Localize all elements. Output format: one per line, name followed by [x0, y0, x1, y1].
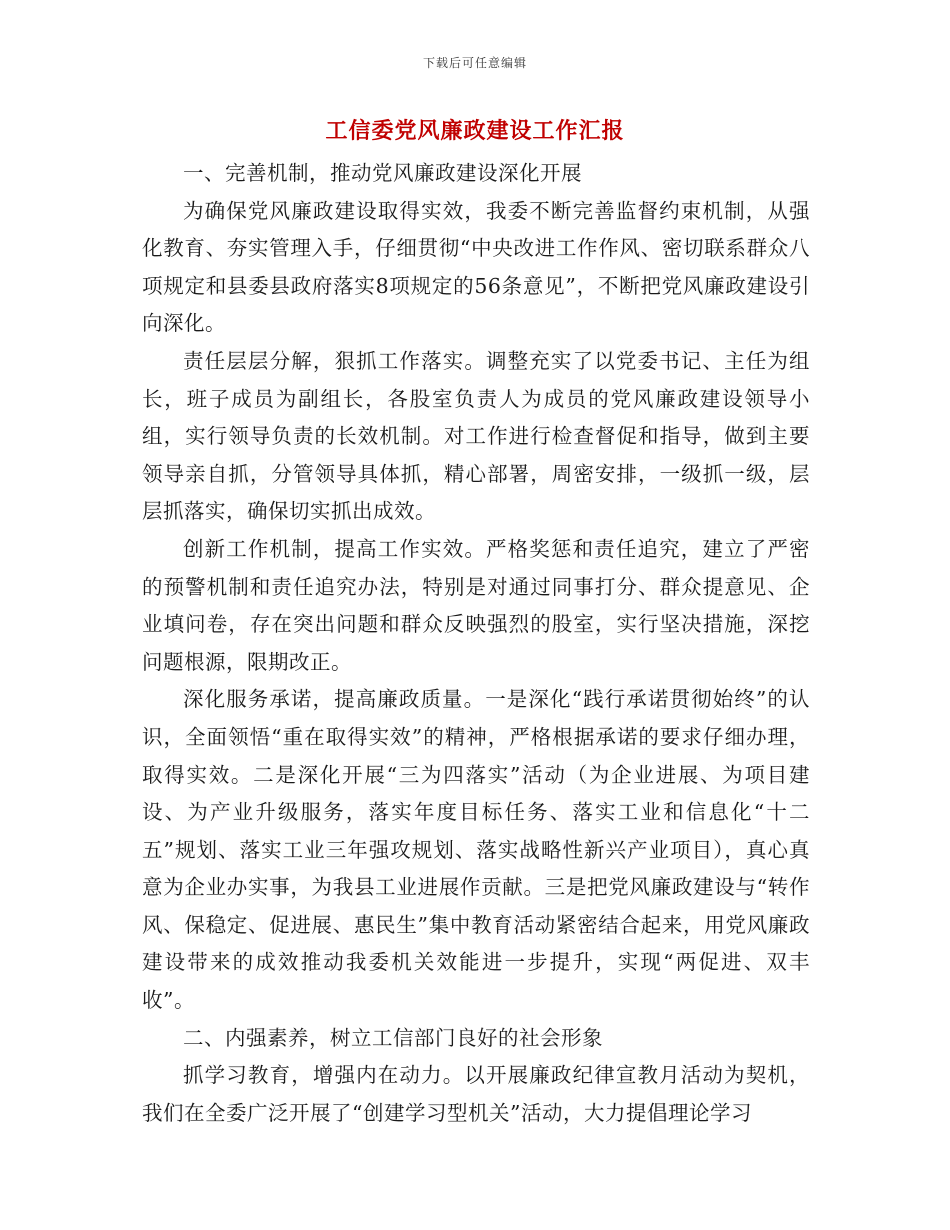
paragraph: 深化服务承诺，提高廉政质量。一是深化“践行承诺贯彻始终”的认识，全面领悟“重在取得实效”的精神，严格根据承诺的要求仔细办理，取得实效。二是深化开展“三为四落实”活动（为企业进展、为项目建设、为产业升级服务，落实年度目标任务、落实工业和信息化“十二五”规划、落实工业三年强攻规划、落实战略性新兴产业项目），真心真意为企业办实事，为我县工业进展作贡献。三是把党风廉政建设与“转作风、保稳定、促进展、惠民生”集中教育活动紧密结合起来，用党风廉政建设带来的成效推动我委机关效能进一步提升，实现“两促进、双丰收”。 [142, 687, 810, 1013]
section-heading-1: 一、完善机制，推动党风廉政建设深化开展 [183, 161, 582, 185]
paragraph: 抓学习教育，增强内在动力。以开展廉政纪律宣教月活动为契机，我们在全委广泛开展了“创建学习型机关”活动，大力提倡理论学习 [142, 1063, 810, 1125]
document-title: 工信委党风廉政建设工作汇报 [325, 118, 625, 144]
section-heading-2: 二、内强素养，树立工信部门良好的社会形象 [183, 1025, 603, 1050]
paragraph: 为确保党风廉政建设取得实效，我委不断完善监督约束机制，从强化教育、夯实管理入手，仔细贯彻“中央改进工作作风、密切联系群众八项规定和县委县政府落实8项规定的56条意见”，不断把党风廉政建设引向深化。 [142, 198, 810, 336]
header-note: 下载后可任意编辑 [422, 56, 527, 70]
paragraph: 创新工作机制，提高工作实效。严格奖惩和责任追究，建立了严密的预警机制和责任追究办法，特别是对通过同事打分、群众提意见、企业填问卷，存在突出问题和群众反映强烈的股室，实行坚决措施，深挖问题根源，限期改正。 [142, 536, 810, 674]
paragraph: 责任层层分解，狠抓工作落实。调整充实了以党委书记、主任为组长，班子成员为副组长，各股室负责人为成员的党风廉政建设领导小组，实行领导负责的长效机制。对工作进行检查督促和指导，做到主要领导亲自抓，分管领导具体抓，精心部署，周密安排，一级抓一级，层层抓落实，确保切实抓出成效。 [142, 348, 810, 524]
document-body [142, 155, 810, 1132]
